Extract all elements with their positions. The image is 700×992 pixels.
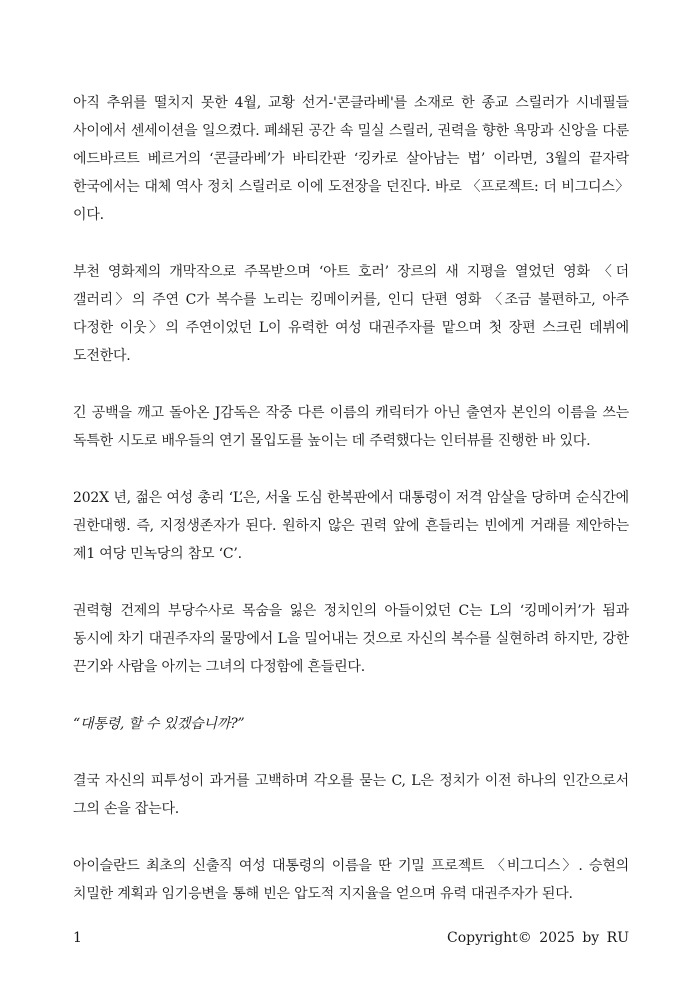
paragraph-synopsis-resolve: 결국 자신의 피투성이 과거를 고백하며 각오를 묻는 C, L은 정치가 이전 하나의 인간으로서 그의 손을 잡는다.	[73, 773, 629, 817]
paragraph-quote: “대통령, 할 수 있겠습니까?”	[73, 716, 245, 732]
paragraph-cast-intro: 부천 영화제의 개막작으로 주목받으며 ‘아트 호러’ 장르의 새 지평을 열었던 영화 〈더 갤러리〉의 주연 C가 복수를 노리는 킹메이커를, 인디 단편 영화 〈조금 불편하고, 아주 다정한 이웃〉의 주연이었던 L이 유력한 여성 대권주자를 맡으며 첫 장편 스크린 데뷔에 도전한다.	[73, 264, 629, 364]
paragraph-synopsis-revenge: 권력형 건제의 부당수사로 목숨을 잃은 정치인의 아들이었던 C는 L의 ‘킹메이커’가 됨과 동시에 차기 대권주자의 물망에서 L을 밀어내는 것으로 자신의 복수를 실현하려 하지만, 강한 끈기와 사람을 아끼는 그녀의 다정함에 흔들린다.	[73, 603, 629, 675]
paragraph-synopsis-setup: 202X 년, 젊은 여성 총리 ‘L’은, 서울 도심 한복판에서 대통령이 저격 암살을 당하며 순식간에 권한대행. 즉, 지정생존자가 된다. 원하지 않은 권력 앞에 흔들리는 빈에게 거래를 제안하는 제1 여당 민녹당의 참모 ‘C’.	[73, 490, 629, 562]
paragraph-conclave-intro: 아직 추위를 떨치지 못한 4월, 교황 선거-'콘클라베'를 소재로 한 종교 스릴러가 시네필들 사이에서 센세이션을 일으켰다. 폐쇄된 공간 속 밀실 스릴러, 권력을 향한 욕망과 신앙을 다룬 에드바르트 베르거의 ‘콘클라베’가 바티칸판 ‘킹카로 살아남는 법’ 이라면, 3월의 끝자락 한국에서는 대체 역사 정치 스릴러로 이에 도전장을 던진다. 바로 〈프로젝트: 더 비그디스〉이다.	[73, 95, 629, 223]
copyright-notice: Copyright© 2025 by RU	[447, 930, 629, 946]
page-number: 1	[73, 930, 82, 946]
paragraph-project-vigdis: 아이슬란드 최초의 신출직 여성 대통령의 이름을 딴 기밀 프로젝트 〈비그디스〉. 승현의 치밀한 계획과 임기응변을 통해 빈은 압도적 지지율을 얻으며 유력 대권주자가 된다.	[73, 858, 629, 902]
document-body	[73, 89, 629, 937]
paragraph-director-interview: 긴 공백을 깨고 돌아온 J감독은 작중 다른 이름의 캐릭터가 아닌 출연자 본인의 이름을 쓰는 독특한 시도로 배우들의 연기 몰입도를 높이는 데 주력했다는 인터뷰를 진행한 바 있다.	[73, 405, 629, 449]
page-footer	[73, 926, 629, 950]
